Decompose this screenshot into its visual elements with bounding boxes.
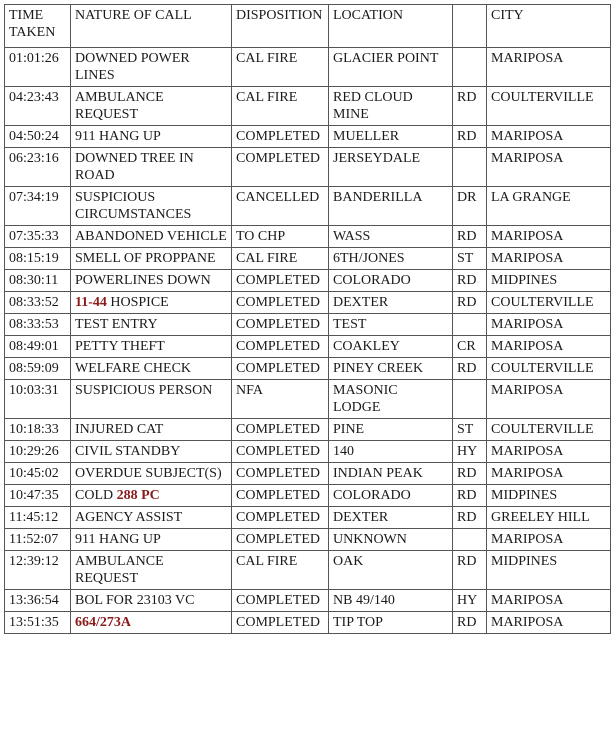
call-code: 288 PC xyxy=(116,488,160,503)
cell-city: GREELEY HILL xyxy=(487,507,611,529)
header-row xyxy=(5,5,611,48)
cell-suffix xyxy=(453,380,487,419)
cell-time: 10:18:33 xyxy=(5,419,71,441)
cell-time: 11:52:07 xyxy=(5,529,71,551)
cell-suffix: RD xyxy=(453,292,487,314)
table-row xyxy=(5,292,611,314)
cell-suffix xyxy=(453,48,487,87)
cell-location: UNKNOWN xyxy=(329,529,453,551)
cell-location: JERSEYDALE xyxy=(329,148,453,187)
nature-text: AGENCY ASSIST xyxy=(75,510,183,525)
cell-disposition: COMPLETED xyxy=(232,358,329,380)
cell-suffix: ST xyxy=(453,248,487,270)
cell-city: LA GRANGE xyxy=(487,187,611,226)
cell-nature xyxy=(71,380,232,419)
nature-text: WELFARE CHECK xyxy=(75,361,192,376)
cell-nature xyxy=(71,419,232,441)
table-row xyxy=(5,419,611,441)
table-row xyxy=(5,336,611,358)
cell-city: MARIPOSA xyxy=(487,590,611,612)
cell-nature xyxy=(71,612,232,634)
cell-nature xyxy=(71,126,232,148)
cell-disposition: COMPLETED xyxy=(232,270,329,292)
cell-time: 07:35:33 xyxy=(5,226,71,248)
cell-city: MARIPOSA xyxy=(487,126,611,148)
cell-disposition: COMPLETED xyxy=(232,148,329,187)
cell-location: INDIAN PEAK xyxy=(329,463,453,485)
cell-disposition: COMPLETED xyxy=(232,292,329,314)
cell-suffix: RD xyxy=(453,612,487,634)
cell-nature xyxy=(71,463,232,485)
cell-suffix xyxy=(453,148,487,187)
cell-city: MARIPOSA xyxy=(487,529,611,551)
cell-disposition: COMPLETED xyxy=(232,529,329,551)
cell-city: COULTERVILLE xyxy=(487,87,611,126)
nature-text: COLD xyxy=(75,488,117,503)
table-row xyxy=(5,148,611,187)
cell-nature xyxy=(71,441,232,463)
cell-location: DEXTER xyxy=(329,507,453,529)
cell-nature xyxy=(71,551,232,590)
cell-time: 01:01:26 xyxy=(5,48,71,87)
cell-nature xyxy=(71,292,232,314)
cell-disposition: NFA xyxy=(232,380,329,419)
cell-city: COULTERVILLE xyxy=(487,419,611,441)
cell-time: 12:39:12 xyxy=(5,551,71,590)
cell-city: MARIPOSA xyxy=(487,336,611,358)
cell-suffix: DR xyxy=(453,187,487,226)
call-code: 664/273A xyxy=(75,615,131,630)
cell-location: COAKLEY xyxy=(329,336,453,358)
cell-suffix: RD xyxy=(453,485,487,507)
cell-time: 04:50:24 xyxy=(5,126,71,148)
cell-time: 08:15:19 xyxy=(5,248,71,270)
cell-disposition: COMPLETED xyxy=(232,612,329,634)
cell-suffix: RD xyxy=(453,358,487,380)
nature-text: CIVIL STANDBY xyxy=(75,444,181,459)
nature-text: 911 HANG UP xyxy=(75,532,161,547)
cell-time: 08:49:01 xyxy=(5,336,71,358)
table-row xyxy=(5,590,611,612)
cell-location: MUELLER xyxy=(329,126,453,148)
cell-location: NB 49/140 xyxy=(329,590,453,612)
table-row xyxy=(5,314,611,336)
nature-text: DOWNED TREE IN ROAD xyxy=(75,151,194,183)
cell-location: WASS xyxy=(329,226,453,248)
cell-city: COULTERVILLE xyxy=(487,358,611,380)
call-log-table xyxy=(4,4,611,634)
cell-city: MARIPOSA xyxy=(487,463,611,485)
cell-disposition: COMPLETED xyxy=(232,336,329,358)
table-row xyxy=(5,187,611,226)
header-nature-of-call: NATURE OF CALL xyxy=(71,5,232,48)
cell-time: 13:51:35 xyxy=(5,612,71,634)
cell-city: MARIPOSA xyxy=(487,226,611,248)
cell-city: MARIPOSA xyxy=(487,248,611,270)
nature-text: POWERLINES DOWN xyxy=(75,273,211,288)
cell-nature xyxy=(71,148,232,187)
header-disposition: DISPOSITION xyxy=(232,5,329,48)
call-log-body xyxy=(5,48,611,634)
table-row xyxy=(5,612,611,634)
cell-disposition: CAL FIRE xyxy=(232,48,329,87)
header-suffix xyxy=(453,5,487,48)
cell-location: COLORADO xyxy=(329,270,453,292)
nature-text: BOL FOR 23103 VC xyxy=(75,593,195,608)
cell-nature xyxy=(71,529,232,551)
cell-disposition: CAL FIRE xyxy=(232,248,329,270)
nature-text: TEST ENTRY xyxy=(75,317,158,332)
nature-text: AMBULANCE REQUEST xyxy=(75,554,164,586)
cell-time: 10:45:02 xyxy=(5,463,71,485)
table-row xyxy=(5,551,611,590)
cell-disposition: COMPLETED xyxy=(232,463,329,485)
cell-time: 10:29:26 xyxy=(5,441,71,463)
cell-time: 08:59:09 xyxy=(5,358,71,380)
cell-city: MARIPOSA xyxy=(487,441,611,463)
table-row xyxy=(5,87,611,126)
nature-text: SUSPICIOUS CIRCUMSTANCES xyxy=(75,190,192,222)
cell-disposition: COMPLETED xyxy=(232,485,329,507)
cell-time: 04:23:43 xyxy=(5,87,71,126)
table-row xyxy=(5,441,611,463)
table-row xyxy=(5,48,611,87)
cell-disposition: CAL FIRE xyxy=(232,551,329,590)
cell-city: MIDPINES xyxy=(487,485,611,507)
cell-location: TIP TOP xyxy=(329,612,453,634)
cell-time: 07:34:19 xyxy=(5,187,71,226)
cell-nature xyxy=(71,87,232,126)
cell-disposition: CANCELLED xyxy=(232,187,329,226)
cell-nature xyxy=(71,590,232,612)
cell-time: 06:23:16 xyxy=(5,148,71,187)
nature-text: INJURED CAT xyxy=(75,422,164,437)
cell-suffix: RD xyxy=(453,507,487,529)
cell-location: RED CLOUD MINE xyxy=(329,87,453,126)
cell-nature xyxy=(71,270,232,292)
cell-city: MARIPOSA xyxy=(487,612,611,634)
cell-city: MIDPINES xyxy=(487,270,611,292)
cell-location: 140 xyxy=(329,441,453,463)
cell-time: 08:33:52 xyxy=(5,292,71,314)
cell-nature xyxy=(71,226,232,248)
cell-suffix: HY xyxy=(453,590,487,612)
cell-disposition: COMPLETED xyxy=(232,507,329,529)
nature-text: SUSPICIOUS PERSON xyxy=(75,383,213,398)
cell-disposition: COMPLETED xyxy=(232,126,329,148)
cell-nature xyxy=(71,507,232,529)
nature-text: DOWNED POWER LINES xyxy=(75,51,190,83)
nature-text: HOSPICE xyxy=(106,295,169,310)
cell-location: TEST xyxy=(329,314,453,336)
cell-time: 08:33:53 xyxy=(5,314,71,336)
cell-location: PINEY CREEK xyxy=(329,358,453,380)
nature-text: SMELL OF PROPPANE xyxy=(75,251,216,266)
table-row xyxy=(5,126,611,148)
table-row xyxy=(5,529,611,551)
cell-location: PINE xyxy=(329,419,453,441)
cell-suffix: RD xyxy=(453,463,487,485)
cell-location: MASONIC LODGE xyxy=(329,380,453,419)
cell-suffix: HY xyxy=(453,441,487,463)
cell-nature xyxy=(71,48,232,87)
cell-city: MARIPOSA xyxy=(487,148,611,187)
cell-suffix: RD xyxy=(453,551,487,590)
cell-disposition: COMPLETED xyxy=(232,441,329,463)
cell-location: BANDERILLA xyxy=(329,187,453,226)
nature-text: AMBULANCE REQUEST xyxy=(75,90,164,122)
cell-disposition: COMPLETED xyxy=(232,419,329,441)
cell-disposition: COMPLETED xyxy=(232,314,329,336)
cell-suffix: RD xyxy=(453,270,487,292)
cell-time: 10:47:35 xyxy=(5,485,71,507)
nature-text: PETTY THEFT xyxy=(75,339,165,354)
table-row xyxy=(5,358,611,380)
header-time-taken: TIME TAKEN xyxy=(5,5,71,48)
cell-location: OAK xyxy=(329,551,453,590)
table-row xyxy=(5,248,611,270)
cell-suffix xyxy=(453,314,487,336)
nature-text: OVERDUE SUBJECT(S) xyxy=(75,466,222,481)
cell-disposition: COMPLETED xyxy=(232,590,329,612)
cell-city: MARIPOSA xyxy=(487,380,611,419)
cell-nature xyxy=(71,485,232,507)
cell-suffix: RD xyxy=(453,226,487,248)
cell-time: 11:45:12 xyxy=(5,507,71,529)
cell-nature xyxy=(71,336,232,358)
cell-location: COLORADO xyxy=(329,485,453,507)
cell-suffix: CR xyxy=(453,336,487,358)
header-city: CITY xyxy=(487,5,611,48)
table-row xyxy=(5,270,611,292)
nature-text: 911 HANG UP xyxy=(75,129,161,144)
cell-city: MIDPINES xyxy=(487,551,611,590)
header-location: LOCATION xyxy=(329,5,453,48)
cell-nature xyxy=(71,248,232,270)
cell-time: 13:36:54 xyxy=(5,590,71,612)
nature-text: ABANDONED VEHICLE xyxy=(75,229,227,244)
cell-location: GLACIER POINT xyxy=(329,48,453,87)
cell-suffix: RD xyxy=(453,87,487,126)
cell-disposition: TO CHP xyxy=(232,226,329,248)
call-code: 11-44 xyxy=(75,295,107,310)
cell-nature xyxy=(71,187,232,226)
cell-location: 6TH/JONES xyxy=(329,248,453,270)
cell-suffix: RD xyxy=(453,126,487,148)
cell-disposition: CAL FIRE xyxy=(232,87,329,126)
table-row xyxy=(5,380,611,419)
cell-nature xyxy=(71,358,232,380)
cell-time: 08:30:11 xyxy=(5,270,71,292)
table-row xyxy=(5,226,611,248)
cell-city: MARIPOSA xyxy=(487,48,611,87)
cell-suffix: ST xyxy=(453,419,487,441)
cell-city: COULTERVILLE xyxy=(487,292,611,314)
cell-nature xyxy=(71,314,232,336)
cell-suffix xyxy=(453,529,487,551)
cell-city: MARIPOSA xyxy=(487,314,611,336)
cell-location: DEXTER xyxy=(329,292,453,314)
table-row xyxy=(5,507,611,529)
cell-time: 10:03:31 xyxy=(5,380,71,419)
table-row xyxy=(5,463,611,485)
table-row xyxy=(5,485,611,507)
